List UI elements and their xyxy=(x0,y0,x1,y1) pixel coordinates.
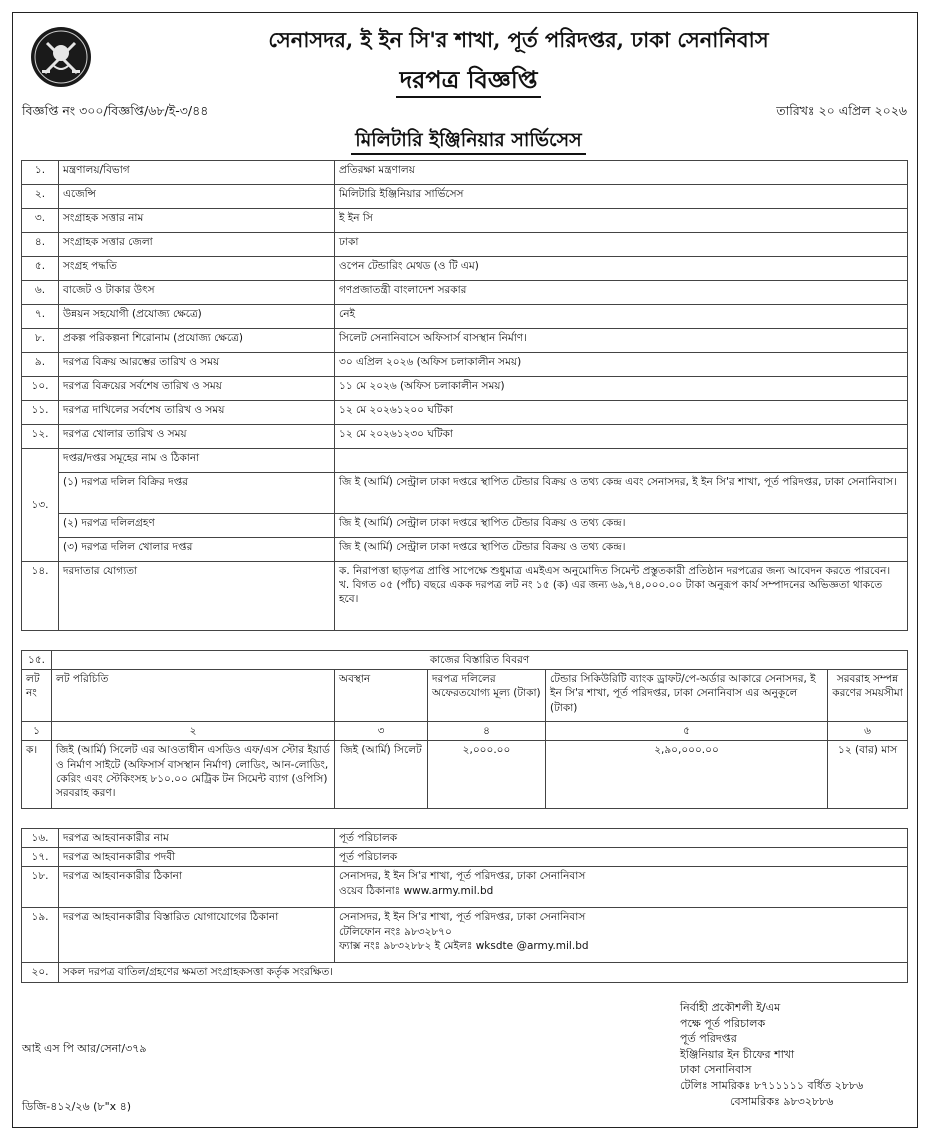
row-serial: ৮. xyxy=(22,329,59,353)
table-row xyxy=(22,449,908,473)
row-label: দরপত্র আহবানকারীর বিস্তারিত যোগাযোগের ঠিকানা xyxy=(59,908,335,963)
row-label: দরপত্র আহবানকারীর নাম xyxy=(59,829,335,848)
phone-line: টেলিফোন নংঃ ৯৮৩২৮৭০ xyxy=(339,925,452,938)
col-number: ৬ xyxy=(828,722,908,741)
dg-code: ডিজি-৪১২/২৬ (৮"x ৪) xyxy=(22,1100,132,1113)
row-label: দরপত্র আহবানকারীর পদবী xyxy=(59,848,335,867)
row-serial: ৩. xyxy=(22,209,59,233)
table-row xyxy=(22,651,908,670)
table-row xyxy=(22,377,908,401)
row-label: দরপত্র খোলার তারিখ ও সময় xyxy=(59,425,335,449)
row-serial: ১৫. xyxy=(22,651,52,670)
lot-location: জিই (আর্মি) সিলেট xyxy=(335,741,428,809)
col-number: ৩ xyxy=(335,722,428,741)
header-lot-desc: লট পরিচিতি xyxy=(52,670,335,722)
signature-line: নির্বাহী প্রকৌশলী ই/এম xyxy=(680,1001,781,1014)
row-label: এজেন্সি xyxy=(59,185,335,209)
table-row xyxy=(22,867,908,908)
col-number: ১ xyxy=(22,722,52,741)
row-value: ১২ মে ২০২৬১২৩০ ঘটিকা xyxy=(335,425,908,449)
row-value: ১১ মে ২০২৬ (অফিস চলাকালীন সময়) xyxy=(335,377,908,401)
row-serial: ১৯. xyxy=(22,908,59,963)
row-label: (৩) দরপত্র দলিল খোলার দপ্তর xyxy=(59,538,335,562)
lot-security: ২,৯০,০০০.০০ xyxy=(546,741,828,809)
row-label: প্রকল্প পরিকল্পনা শিরোনাম (প্রযোজ্য ক্ষেত্রে) xyxy=(59,329,335,353)
row-value: ১২ মে ২০২৬১২০০ ঘটিকা xyxy=(335,401,908,425)
row-value: গণপ্রজাতন্ত্রী বাংলাদেশ সরকার xyxy=(335,281,908,305)
row-value-empty xyxy=(335,449,908,473)
table-row xyxy=(22,161,908,185)
row-label: দরদাতার যোগ্যতা xyxy=(59,562,335,631)
fax-email-line: ফ্যাক্স নংঃ ৯৮৩২৮৮২ ই মেইলঃ wksdte @army.mil.bd xyxy=(339,939,589,952)
header-security: টেন্ডার সিকিউরিটি ব্যাংক ড্রাফট/পে-অর্ডার আকারে সেনাসদর, ই ইন সি'র শাখা, পূর্ত পরিদপ্তর, ঢাকা সেনানিবাস এর অনুকূলে (টাকা) xyxy=(546,670,828,722)
document-title: দরপত্র বিজ্ঞপ্তি xyxy=(396,65,542,98)
lot-row xyxy=(22,741,908,809)
row-value xyxy=(335,908,908,963)
row-label: দরপত্র আহবানকারীর ঠিকানা xyxy=(59,867,335,908)
row-label: বাজেট ও টাকার উৎস xyxy=(59,281,335,305)
row-serial: ২০. xyxy=(22,963,59,982)
row-label: (২) দরপত্র দলিলগ্রহণ xyxy=(59,514,335,538)
info-table-bottom xyxy=(21,828,908,983)
address-line: সেনাসদর, ই ইন সি'র শাখা, পূর্ত পরিদপ্তর, ঢাকা সেনানিবাস xyxy=(339,870,586,883)
row-serial: ৯. xyxy=(22,353,59,377)
col-number: ৪ xyxy=(428,722,546,741)
lot-no: ক। xyxy=(22,741,52,809)
row-label: দরপত্র দাখিলের সর্বশেষ তারিখ ও সময় xyxy=(59,401,335,425)
eligibility-a: ক. নিরাপত্তা ছাড়পত্র প্রাপ্তি সাপেক্ষে শুধুমাত্র এমইএস অনুমোদিত সিমেন্ট প্রস্তুতকারী প্রতিষ্ঠান দরপত্রের জন্য আবেদন করতে পারবেন। xyxy=(339,565,891,577)
row-serial: ১০. xyxy=(22,377,59,401)
col-number: ২ xyxy=(52,722,335,741)
row-label: দরপত্র বিক্রয় আরম্ভের তারিখ ও সময় xyxy=(59,353,335,377)
table-row xyxy=(22,185,908,209)
header-location: অবস্থান xyxy=(335,670,428,722)
row-serial: ৭. xyxy=(22,305,59,329)
table-row xyxy=(22,848,908,867)
row-serial: ১১. xyxy=(22,401,59,425)
row-label: উন্নয়ন সহযোগী (প্রযোজ্য ক্ষেত্রে) xyxy=(59,305,335,329)
row-value: ঢাকা xyxy=(335,233,908,257)
row-value: জি ই (আর্মি) সেন্ট্রাল ঢাকা দপ্তরে স্থাপিত টেন্ডার বিক্রয় ও তথ্য কেন্দ্র। xyxy=(335,538,908,562)
document-title-wrap xyxy=(0,62,937,102)
row-value: মিলিটারি ইঞ্জিনিয়ার সার্ভিসেস xyxy=(335,185,908,209)
table-row xyxy=(22,305,908,329)
row-label: সংগ্রহ পদ্ধতি xyxy=(59,257,335,281)
row-value: সিলেট সেনানিবাসে অফিসার্স বাসস্থান নির্মাণ। xyxy=(335,329,908,353)
notice-date: তারিখঃ ২০ এপ্রিল ২০২৬ xyxy=(776,103,907,118)
row-serial: ১২. xyxy=(22,425,59,449)
row-value: পূর্ত পরিচালক xyxy=(335,848,908,867)
table-row xyxy=(22,401,908,425)
row-value: নেই xyxy=(335,305,908,329)
row-value: জি ই (আর্মি) সেন্ট্রাল ঢাকা দপ্তরে স্থাপিত টেন্ডার বিক্রয় ও তথ্য কেন্দ্র এবং সেনাসদর, ই ইন সি'র শাখা, পূর্ত পরিদপ্তর, ঢাকা সেনানিবাস। xyxy=(335,473,908,514)
row-value: প্রতিরক্ষা মন্ত্রণালয় xyxy=(335,161,908,185)
header-title: সেনাসদর, ই ইন সি'র শাখা, পূর্ত পরিদপ্তর, ঢাকা সেনানিবাস xyxy=(268,27,769,52)
row-serial: ৬. xyxy=(22,281,59,305)
signature-line: পূর্ত পরিদপ্তর xyxy=(680,1032,737,1046)
row-label: দরপত্র বিক্রয়ের সর্বশেষ তারিখ ও সময় xyxy=(59,377,335,401)
table-row xyxy=(22,209,908,233)
lot-description: জিই (আর্মি) সিলেট এর আওতাধীন এসডিও এফ/এস স্টোর ইয়ার্ড ও নির্মাণ সাইটে (অফিসার্স বাসস্থান নির্মাণ) লোডিং, আন-লোডিং, কেরিং এবং স্টেকিংসহ ৮১০.০০ মেট্রিক টন সিমেন্ট ব্যাগ (ওপিসি) সরবরাহ করণ। xyxy=(52,741,335,809)
row-label: সংগ্রাহক সত্তার জেলা xyxy=(59,233,335,257)
row-serial: ১. xyxy=(22,161,59,185)
row-serial: ২. xyxy=(22,185,59,209)
reference-number: বিজ্ঞপ্তি নং ৩০০/বিজ্ঞপ্তি/৬৮/ই-৩/৪৪ xyxy=(22,103,209,118)
table-row xyxy=(22,562,908,631)
table-row xyxy=(22,829,908,848)
row-label: মন্ত্রণালয়/বিভাগ xyxy=(59,161,335,185)
organization-title-wrap xyxy=(0,126,937,158)
organization-title: মিলিটারি ইঞ্জিনিয়ার সার্ভিসেস xyxy=(351,129,585,155)
row-value: ই ইন সি xyxy=(335,209,908,233)
row-label: (১) দরপত্র দলিল বিক্রির দপ্তর xyxy=(59,473,335,514)
row-serial: ১৬. xyxy=(22,829,59,848)
row-serial: ১৮. xyxy=(22,867,59,908)
table-row xyxy=(22,329,908,353)
row-value: সকল দরপত্র বাতিল/গ্রহণের ক্ষমতা সংগ্রাহকসত্তা কর্তৃক সংরক্ষিত। xyxy=(59,963,908,982)
header-price: দরপত্র দলিলের অফেরতযোগ্য মূল্য (টাকা) xyxy=(428,670,546,722)
table-row xyxy=(22,257,908,281)
signature-line: ঢাকা সেনানিবাস xyxy=(680,1063,752,1077)
signature-line: টেলিঃ সামরিকঃ ৮৭১১১১১ বর্ধিত ২৮৮৬ xyxy=(680,1079,864,1093)
table-row xyxy=(22,233,908,257)
row-serial: ৪. xyxy=(22,233,59,257)
row-value: পূর্ত পরিচালক xyxy=(335,829,908,848)
row-serial: ১৭. xyxy=(22,848,59,867)
eligibility-b: খ. বিগত ০৫ (পাঁচ) বছরে একক দরপত্র লট নং ১৫ (ক) এর জন্য ৬৯,৭৪,০০০.০০ টাকা অনুরূপ কার্য সম্পাদনের অভিজ্ঞতা থাকতে হবে। xyxy=(339,579,883,606)
lot-price: ২,০০০.০০ xyxy=(428,741,546,809)
col-number: ৫ xyxy=(546,722,828,741)
column-number-row xyxy=(22,722,908,741)
row-serial: ৫. xyxy=(22,257,59,281)
website-line: ওয়েব ঠিকানাঃ www.army.mil.bd xyxy=(339,884,494,897)
header-duration: সরবরাহ সম্পন্ন করণের সময়সীমা xyxy=(828,670,908,722)
row-value xyxy=(335,562,908,631)
table-header-row xyxy=(22,670,908,722)
address-line: সেনাসদর, ই ইন সি'র শাখা, পূর্ত পরিদপ্তর, ঢাকা সেনানিবাস xyxy=(339,911,586,924)
row-value xyxy=(335,867,908,908)
ispr-code: আই এস পি আর/সেনা/৩৭৯ xyxy=(22,1042,147,1055)
info-table-top xyxy=(21,160,908,631)
table-row xyxy=(22,473,908,514)
section-title: কাজের বিস্তারিত বিবরণ xyxy=(52,651,908,670)
row-label: দপ্তর/দপ্তর সমূহের নাম ও ঠিকানা xyxy=(59,449,335,473)
table-row xyxy=(22,353,908,377)
table-row xyxy=(22,538,908,562)
table-row xyxy=(22,425,908,449)
row-value: জি ই (আর্মি) সেন্ট্রাল ঢাকা দপ্তরে স্থাপিত টেন্ডার বিক্রয় ও তথ্য কেন্দ্র। xyxy=(335,514,908,538)
row-value: ওপেন টেন্ডারিং মেথড (ও টি এম) xyxy=(335,257,908,281)
header-lot-no: লট নং xyxy=(22,670,52,722)
lot-details-table xyxy=(21,650,908,809)
table-row xyxy=(22,281,908,305)
row-label: সংগ্রাহক সত্তার নাম xyxy=(59,209,335,233)
row-serial: ১৪. xyxy=(22,562,59,631)
table-row xyxy=(22,963,908,982)
signature-line: বেসামরিকঃ ৯৮৩২৮৮৬ xyxy=(730,1094,834,1108)
signature-line: ইঞ্জিনিয়ার ইন চীফের শাখা xyxy=(680,1047,795,1061)
table-row xyxy=(22,514,908,538)
row-serial: ১৩. xyxy=(22,449,59,562)
signature-block xyxy=(680,1000,863,1109)
signature-line: পক্ষে পূর্ত পরিচালক xyxy=(680,1016,766,1030)
lot-duration: ১২ (বার) মাস xyxy=(828,741,908,809)
table-row xyxy=(22,908,908,963)
row-value: ৩০ এপ্রিল ২০২৬ (অফিস চলাকালীন সময়) xyxy=(335,353,908,377)
